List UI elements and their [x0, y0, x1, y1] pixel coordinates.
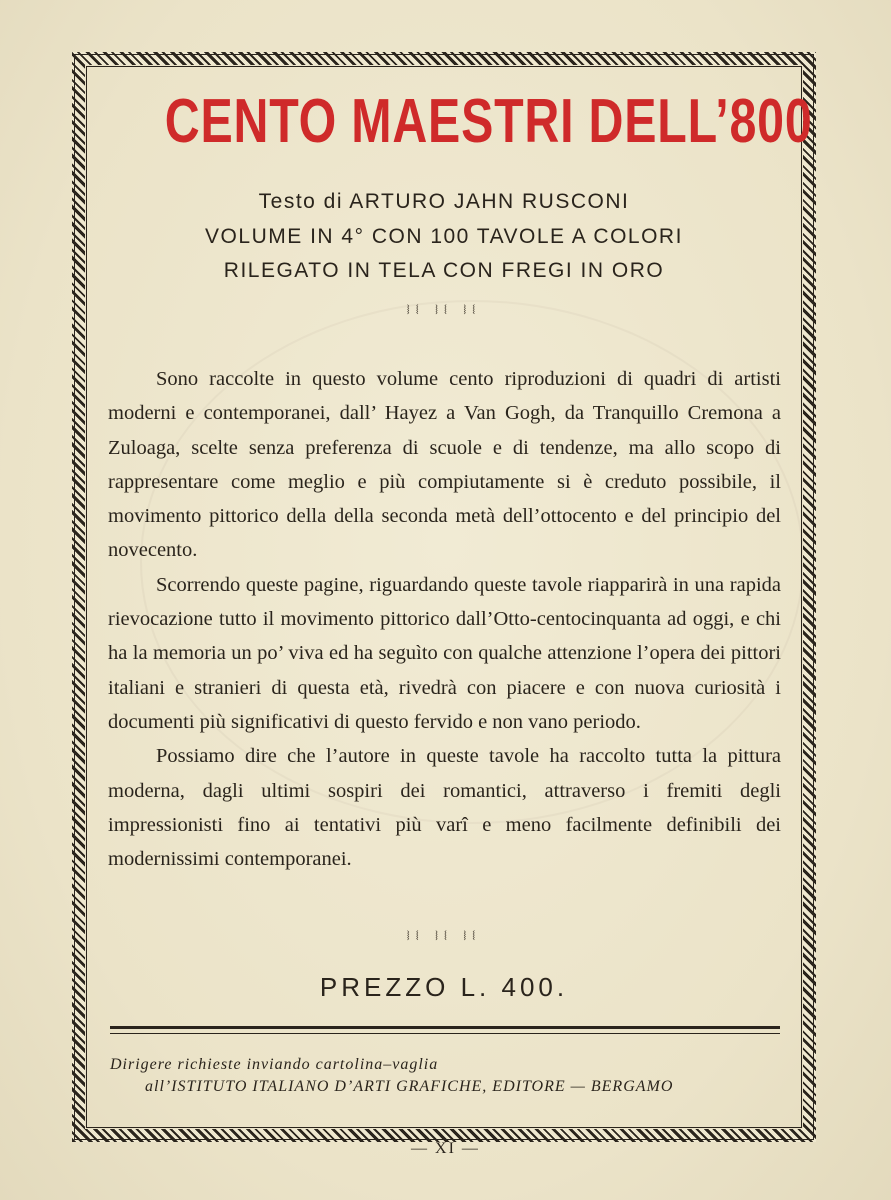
footer-line-1: Dirigere richieste inviando cartolina–vaglia	[110, 1056, 439, 1073]
paragraph-1: Sono raccolte in questo volume cento riproduzioni di quadri di artisti moderni e contemporanei, dall’ Hayez a Van Gogh, da Tranquillo Cremona a Zuloaga, scelte senza preferenza di scuole e di tendenze, ma allo scopo di rappresentare come meglio e più compiutamente si è creduto possibile, il movimento pittorico della della seconda metà dell’ottocento e del principio del novecento.	[108, 368, 781, 562]
subtitle-volume: VOLUME IN 4° CON 100 TAVOLE A COLORI	[205, 225, 683, 248]
subtitle-binding: RILEGATO IN TELA CON FREGI IN ORO	[223, 259, 665, 282]
body-text	[108, 362, 781, 876]
ornament-top: ⧘⧙ ⧘⧙ ⧘⧙	[406, 302, 482, 318]
ornament-bottom: ⧘⧙ ⧘⧙ ⧘⧙	[406, 928, 482, 944]
paragraph-3: Possiamo dire che l’autore in queste tavole ha raccolto tutta la pittura moderna, dagli ultimi sospiri dei romantici, attraverso i fremiti degli impressionisti fino ai tentativi più varî e meno facilmente definibili dei modernissimi contemporanei.	[108, 745, 781, 871]
subtitle-author: Testo di ARTURO JAHN RUSCONI	[258, 190, 630, 213]
divider-thin	[110, 1033, 780, 1034]
page-title: CENTO MAESTRI DELL’800	[164, 87, 813, 156]
page-number: — XI —	[411, 1140, 480, 1157]
footer-line-2: all’ISTITUTO ITALIANO D’ARTI GRAFICHE, EDITORE — BERGAMO	[145, 1078, 674, 1095]
divider-thick	[110, 1026, 780, 1029]
price: PREZZO L. 400.	[319, 972, 569, 1002]
paragraph-2: Scorrendo queste pagine, riguardando queste tavole riapparirà in una rapida rievocazione tutto il movimento pittorico dall’Otto-centocinquanta ad oggi, e chi ha la memoria un po’ viva ed ha seguìto con qualche attenzione l’opera dei pittori italiani e stranieri di questa età, rivedrà con piacere e con nuova curiosità i documenti più significativi di questo fervido e non vano periodo.	[108, 573, 781, 733]
